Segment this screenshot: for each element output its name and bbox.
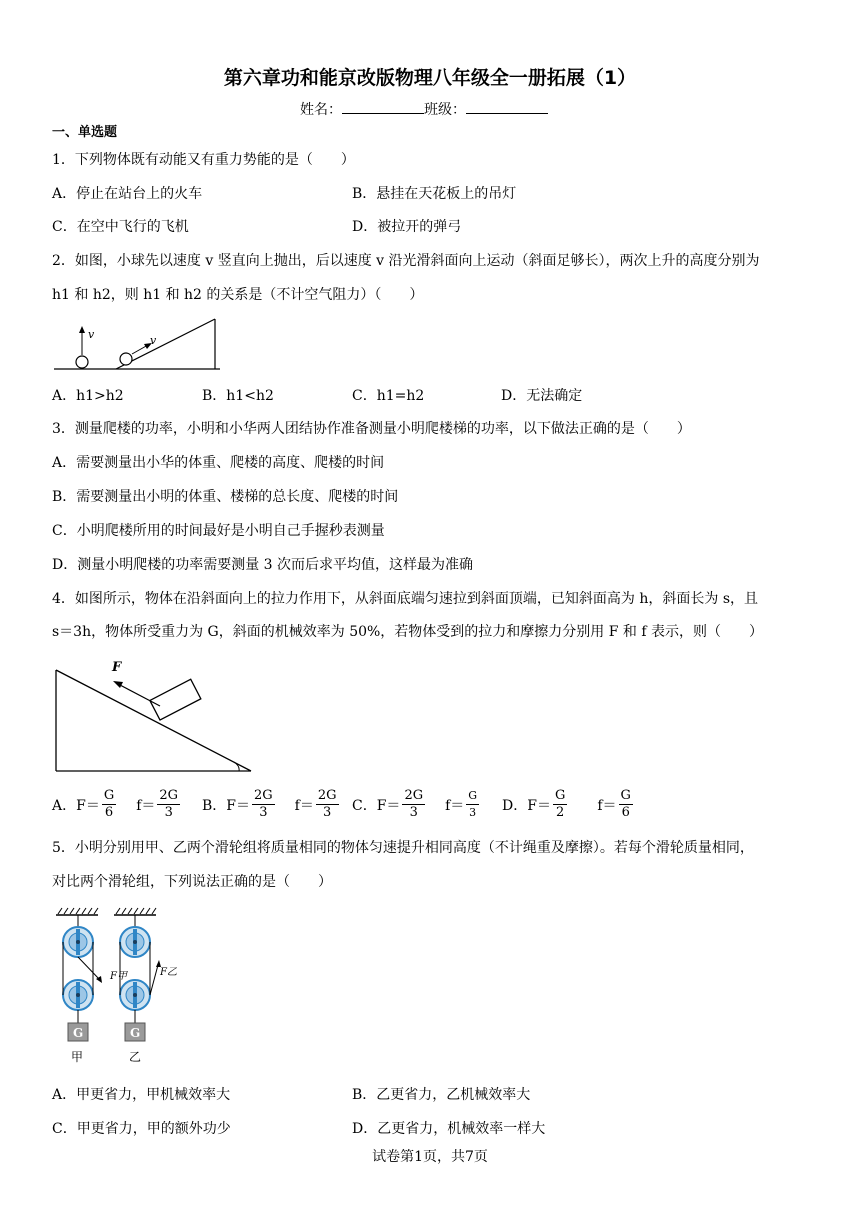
q4-c-f-prefix: f＝ xyxy=(445,797,465,814)
q2-figure xyxy=(52,314,222,372)
q1-option-d: D．被拉开的弹弓 xyxy=(352,219,462,235)
q5-option-c: C．甲更省力，甲的额外功少 xyxy=(52,1121,231,1137)
q4-b-F-frac xyxy=(252,788,275,821)
q5-fig-F-yi: F乙 xyxy=(160,967,177,978)
q4-a-f-den: 3 xyxy=(164,805,173,820)
q2-option-b: B．h1<h2 xyxy=(202,388,274,404)
q4-c-f-den: 3 xyxy=(469,806,477,819)
q1-stem: 1．下列物体既有动能又有重力势能的是（ ） xyxy=(52,152,355,168)
q4-d-F-frac xyxy=(553,788,567,821)
q4-d-prefix: D．F＝ xyxy=(502,797,551,814)
class-label: 班级： xyxy=(424,102,466,118)
q4-b-f-den: 3 xyxy=(323,805,332,820)
q5-fig-G2: G xyxy=(130,1026,141,1040)
class-blank xyxy=(466,101,548,114)
q1-option-c: C．在空中飞行的飞机 xyxy=(52,219,189,235)
q4-d-F-den: 2 xyxy=(556,805,565,820)
q4-a-f-num: 2G xyxy=(159,788,179,803)
q2-stem-line1: 2．如图，小球先以速度 v 竖直向上抛出，后以速度 v 沿光滑斜面向上运动（斜面足够长），两次上升的高度分别为 xyxy=(52,253,760,269)
q1-option-b: B．悬挂在天花板上的吊灯 xyxy=(352,186,517,202)
q4-a-f-prefix: f＝ xyxy=(136,797,156,814)
q2-stem-line2: h1 和 h2，则 h1 和 h2 的关系是（不计空气阻力）（ ） xyxy=(52,287,424,303)
q4-c-prefix: C．F＝ xyxy=(352,797,401,814)
q5-stem-line1: 5．小明分别用甲、乙两个滑轮组将质量相同的物体匀速提升相同高度（不计绳重及摩擦）。若每个滑轮质量相同， xyxy=(52,840,754,856)
q4-b-f-num: 2G xyxy=(317,788,337,803)
q4-a-f-frac xyxy=(157,788,180,821)
q5-stem-line2: 对比两个滑轮组，下列说法正确的是（ ） xyxy=(52,874,332,890)
student-info xyxy=(300,100,548,120)
q4-options xyxy=(52,788,662,821)
q5-option-a: A．甲更省力，甲机械效率大 xyxy=(52,1087,231,1103)
q3-option-a: A．需要测量出小华的体重、爬楼的高度、爬楼的时间 xyxy=(52,455,385,471)
q5-fig-yi: 乙 xyxy=(129,1050,142,1064)
q3-option-d: D．测量小明爬楼的功率需要测量 3 次而后求平均值，这样最为准确 xyxy=(52,557,474,573)
q3-option-c: C．小明爬楼所用的时间最好是小明自己手握秒表测量 xyxy=(52,523,385,539)
q5-fig-jia: 甲 xyxy=(71,1050,84,1064)
q2-fig-v2: v xyxy=(150,334,157,347)
q4-option-b xyxy=(202,788,352,821)
q4-a-F-num: G xyxy=(103,788,115,803)
q4-option-d xyxy=(502,788,662,821)
q2-option-d: D．无法确定 xyxy=(501,388,583,404)
q4-b-f-frac xyxy=(316,788,339,821)
q2-option-c: C．h1=h2 xyxy=(352,388,425,404)
q4-b-F-den: 3 xyxy=(259,805,268,820)
page-title: 第六章功和能京改版物理八年级全一册拓展（1） xyxy=(223,67,637,89)
name-blank xyxy=(342,101,424,114)
q5-option-d: D．乙更省力，机械效率一样大 xyxy=(352,1121,546,1137)
section-heading: 一、单选题 xyxy=(52,125,118,140)
q4-stem-line1: 4．如图所示，物体在沿斜面向上的拉力作用下，从斜面底端匀速拉到斜面顶端，已知斜面高为 h，斜面长为 s，且 xyxy=(52,591,759,607)
q5-fig-G1: G xyxy=(73,1026,84,1040)
q4-fig-F: F xyxy=(112,660,122,675)
name-label: 姓名： xyxy=(300,102,342,118)
q4-b-prefix: B．F＝ xyxy=(202,797,251,814)
q4-d-f-den: 6 xyxy=(621,805,630,820)
q5-pulley-figure xyxy=(52,905,192,1067)
q4-d-f-prefix: f＝ xyxy=(597,797,617,814)
q3-stem: 3．测量爬楼的功率，小明和小华两人团结协作准备测量小明爬楼梯的功率，以下做法正确的是（ ） xyxy=(52,421,691,437)
q5-option-b: B．乙更省力，乙机械效率大 xyxy=(352,1087,531,1103)
q4-a-prefix: A．F＝ xyxy=(52,797,100,814)
q4-option-a xyxy=(52,788,202,821)
q4-b-F-num: 2G xyxy=(254,788,273,803)
page-footer: 试卷第1页，共7页 xyxy=(372,1149,488,1165)
q2-fig-v1: v xyxy=(88,328,95,341)
q4-a-F-den: 6 xyxy=(104,805,114,820)
q1-option-a: A．停止在站台上的火车 xyxy=(52,186,203,202)
q2-option-a: A．h1>h2 xyxy=(52,388,124,404)
q4-d-F-num: G xyxy=(554,788,566,803)
q4-b-f-prefix: f＝ xyxy=(294,797,314,814)
q4-figure xyxy=(52,655,256,775)
q4-stem-line2: s＝3h，物体所受重力为 G，斜面的机械效率为 50%，若物体受到的拉力和摩擦力分别用 F 和 f 表示，则（ ） xyxy=(52,624,764,640)
q4-d-f-num: G xyxy=(620,788,631,803)
q4-c-f-frac xyxy=(466,788,479,821)
q5-fig-F-jia: F甲 xyxy=(110,971,127,982)
q4-a-F-frac xyxy=(102,788,116,821)
q4-c-F-frac xyxy=(402,788,425,821)
q3-option-b: B．需要测量出小明的体重、楼梯的总长度、爬楼的时间 xyxy=(52,489,399,505)
q4-d-f-frac xyxy=(619,788,633,821)
q4-c-F-den: 3 xyxy=(409,805,418,820)
q4-option-c xyxy=(352,788,502,821)
q4-c-f-num: G xyxy=(466,788,479,805)
q4-c-F-num: 2G xyxy=(404,788,424,803)
